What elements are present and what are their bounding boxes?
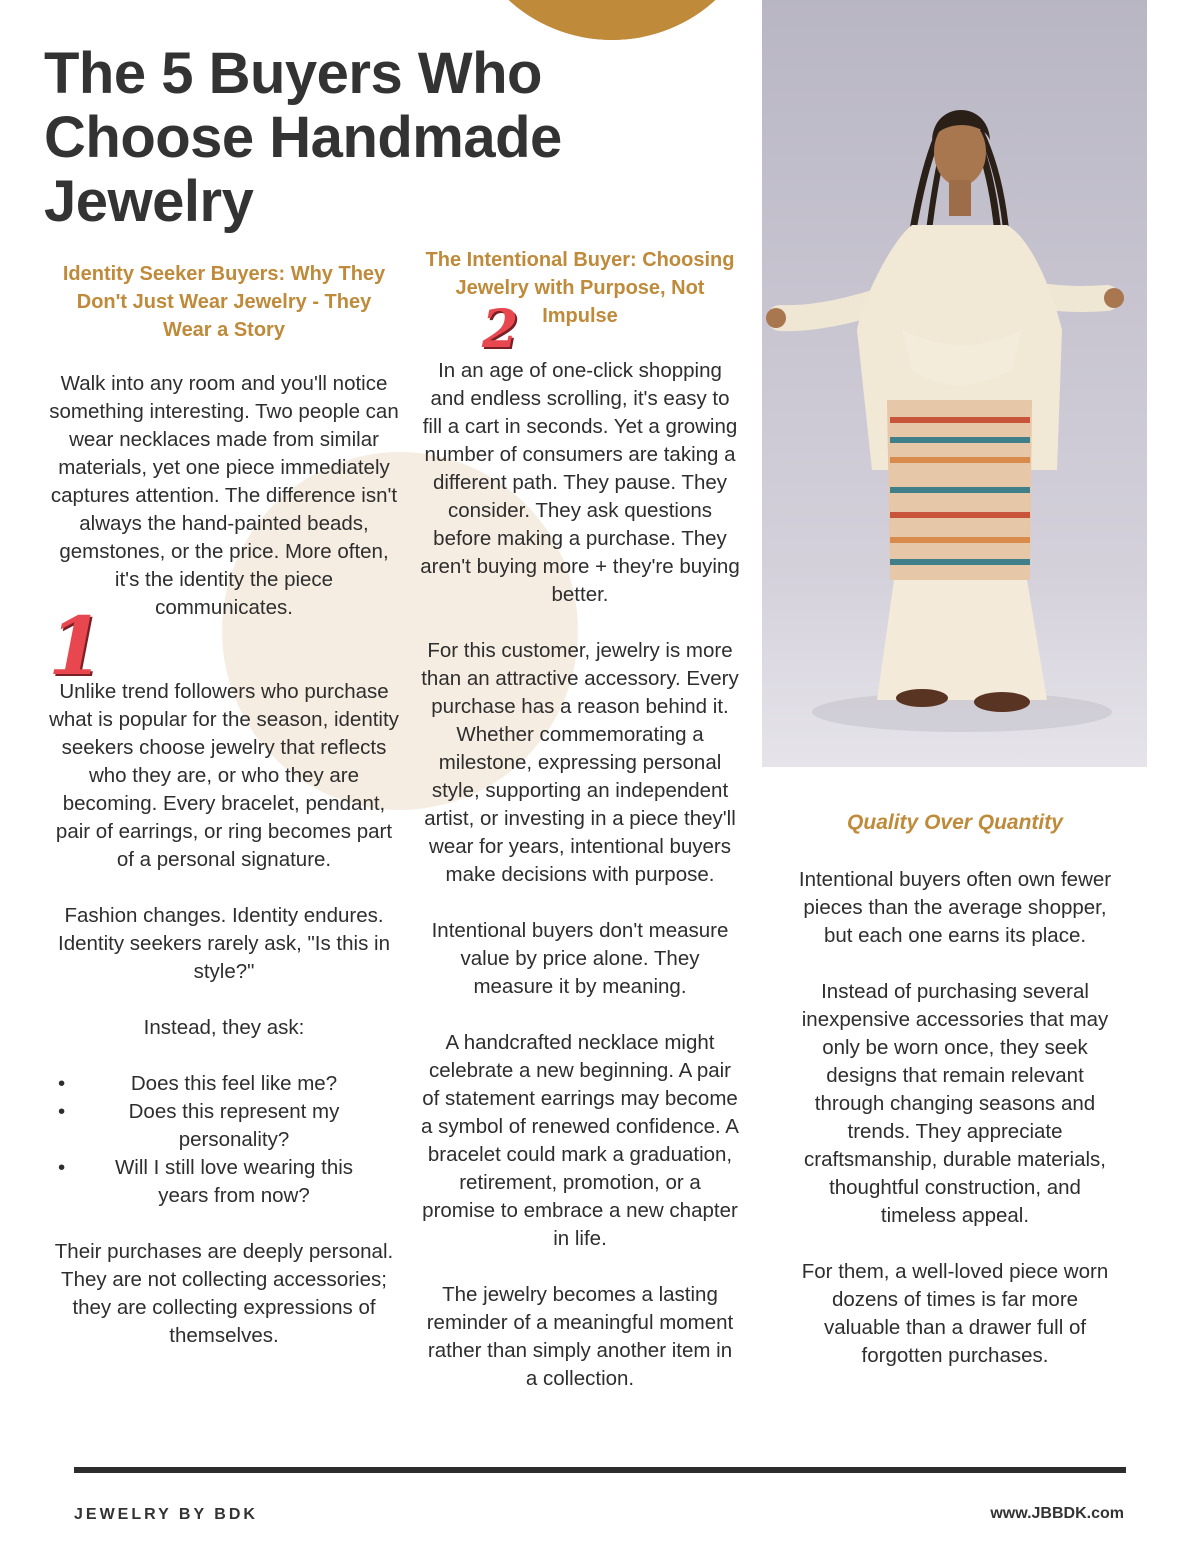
section3-body	[796, 866, 1114, 1370]
section2-heading: The Intentional Buyer: Choosing Jewelry with Purpose, Not Impulse	[425, 249, 735, 327]
section2-paragraph-1: In an age of one-click shopping and endless scrolling, it's easy to fill a cart in seconds. Yet a growing number of consumers are taking a different path. They pause. They consider. They ask questions before making a purchase. They aren't buying more + they're buying better.	[420, 359, 740, 606]
bullet-icon: •	[58, 1156, 66, 1179]
section1-paragraph-3: Fashion changes. Identity endures. Identity seekers rarely ask, "Is this in style?"	[58, 904, 390, 983]
decorative-gold-circle	[462, 0, 762, 40]
question-list	[46, 1070, 402, 1210]
section2-paragraph-3: Intentional buyers don't measure value by price alone. They measure it by meaning.	[431, 919, 729, 998]
section3-heading: Quality Over Quantity	[847, 811, 1063, 834]
section-number-1: 1	[48, 599, 104, 693]
section1-body	[46, 370, 402, 1350]
section1-heading: Identity Seeker Buyers: Why They Don't Just Wear Jewelry - They Wear a Story	[62, 263, 386, 341]
bullet-icon: •	[58, 1072, 66, 1095]
section2-body	[420, 357, 740, 1393]
section2-paragraph-4: A handcrafted necklace might celebrate a new beginning. A pair of statement earrings may become a symbol of renewed confidence. A bracelet could mark a graduation, retirement, promotion, or a promise to embrace a new chapter in life.	[421, 1031, 739, 1250]
page-title: The 5 Buyers Who Choose Handmade Jewelry	[44, 41, 562, 234]
section1-paragraph-4: Instead, they ask:	[143, 1016, 305, 1039]
bullet-icon: •	[58, 1100, 66, 1123]
list-item: • Does this feel like me?	[46, 1070, 402, 1098]
section3-paragraph-3: For them, a well-loved piece worn dozens of times is far more valuable than a drawer full of forgotten purchases.	[801, 1260, 1109, 1367]
section3-paragraph-1: Intentional buyers often own fewer pieces than the average shopper, but each one earns its place.	[798, 868, 1112, 947]
section1-paragraph-5: Their purchases are deeply personal. They are not collecting accessories; they are collecting expressions of themselves.	[54, 1240, 394, 1347]
section-number-2: 2	[482, 299, 519, 360]
section2-paragraph-2: For this customer, jewelry is more than an attractive accessory. Every purchase has a reason behind it. Whether commemorating a milestone, expressing personal style, supporting an independent artist, or investing in a piece they'll wear for years, intentional buyers make decisions with purpose.	[421, 639, 739, 886]
section1-paragraph-2: Unlike trend followers who purchase what is popular for the season, identity seekers choose jewelry that reflects who they are, or who they are becoming. Every bracelet, pendant, pair of earrings, or ring becomes part of a personal signature.	[49, 680, 399, 871]
section3-paragraph-2: Instead of purchasing several inexpensive accessories that may only be worn once, they seek designs that remain relevant through changing seasons and trends. They appreciate craftsmanship, durable materials, thoughtful construction, and timeless appeal.	[801, 980, 1109, 1227]
list-item: • Will I still love wearing this years from now?	[58, 1156, 354, 1207]
model-photo	[762, 0, 1147, 767]
section2-paragraph-5: The jewelry becomes a lasting reminder of a meaningful moment rather than simply another item in a collection.	[426, 1283, 734, 1390]
footer-url[interactable]: www.JBBDK.com	[990, 1505, 1124, 1522]
section1-paragraph-1: Walk into any room and you'll notice something interesting. Two people can wear necklaces made from similar materials, yet one piece immediately captures attention. The difference isn't always the hand-painted beads, gemstones, or the price. More often, it's the identity the piece communicates.	[49, 372, 399, 619]
list-item: • Does this represent my personality?	[58, 1100, 340, 1151]
footer-divider	[74, 1467, 1126, 1473]
footer-brand: JEWELRY BY BDK	[74, 1506, 258, 1523]
